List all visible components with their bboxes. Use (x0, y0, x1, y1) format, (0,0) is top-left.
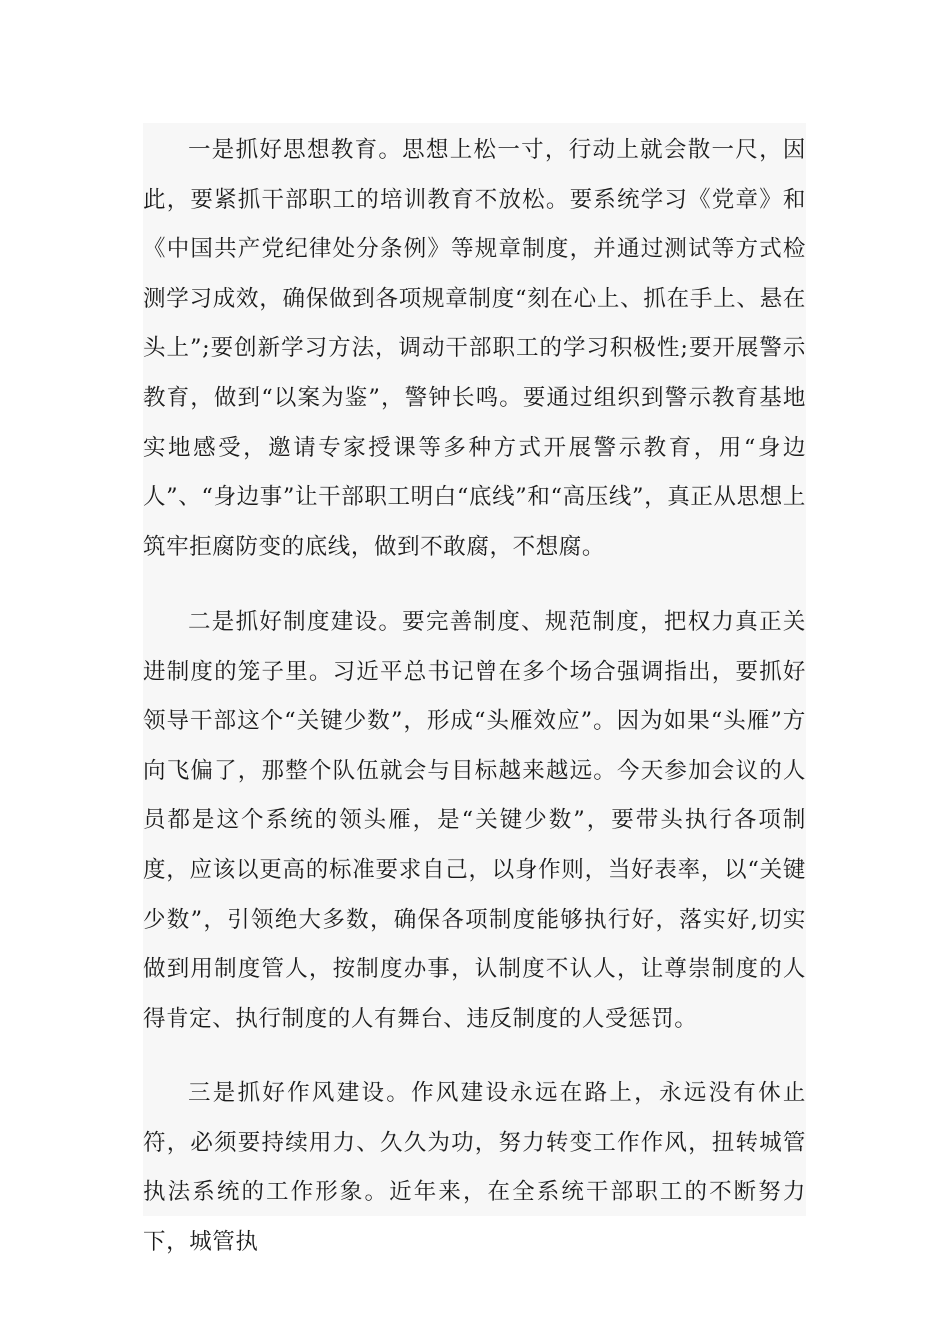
paragraph-thought-education: 一是抓好思想教育。思想上松一寸，行动上就会散一尺，因此，要紧抓干部职工的培训教育不放松。要系统学习《党章》和《中国共产党纪律处分条例》等规章制度，并通过测试等方式检测学习成效，确保做到各项规章制度“刻在心上、抓在手上、悬在头上”;要创新学习方法，调动干部职工的学习积极性;要开展警示教育，做到“以案为鉴”，警钟长鸣。要通过组织到警示教育基地实地感受，邀请专家授课等多种方式开展警示教育，用“身边人”、“身边事”让干部职工明白“底线”和“高压线”，真正从思想上筑牢拒腐防变的底线，做到不敢腐，不想腐。 (143, 137, 806, 560)
paragraph-style-construction: 三是抓好作风建设。作风建设永远在路上，永远没有休止符，必须要持续用力、久久为功，努力转变工作作风，扭转城管执法系统的工作形象。近年来，在全系统干部职工的不断努力下，城管执 (143, 1080, 806, 1255)
document-text-block (143, 123, 806, 1255)
paragraph-system-construction: 二是抓好制度建设。要完善制度、规范制度，把权力真正关进制度的笼子里。习近平总书记曾在多个场合强调指出，要抓好领导干部这个“关键少数”，形成“头雁效应”。因为如果“头雁”方向飞偏了，那整个队伍就会与目标越来越远。今天参加会议的人员都是这个系统的领头雁，是“关键少数”，要带头执行各项制度，应该以更高的标准要求自己，以身作则，当好表率，以“关键少数”，引领绝大多数，确保各项制度能够执行好，落实好,切实做到用制度管人，按制度办事，认制度不认人，让尊崇制度的人得肯定、执行制度的人有舞台、违反制度的人受惩罚。 (143, 609, 806, 1032)
